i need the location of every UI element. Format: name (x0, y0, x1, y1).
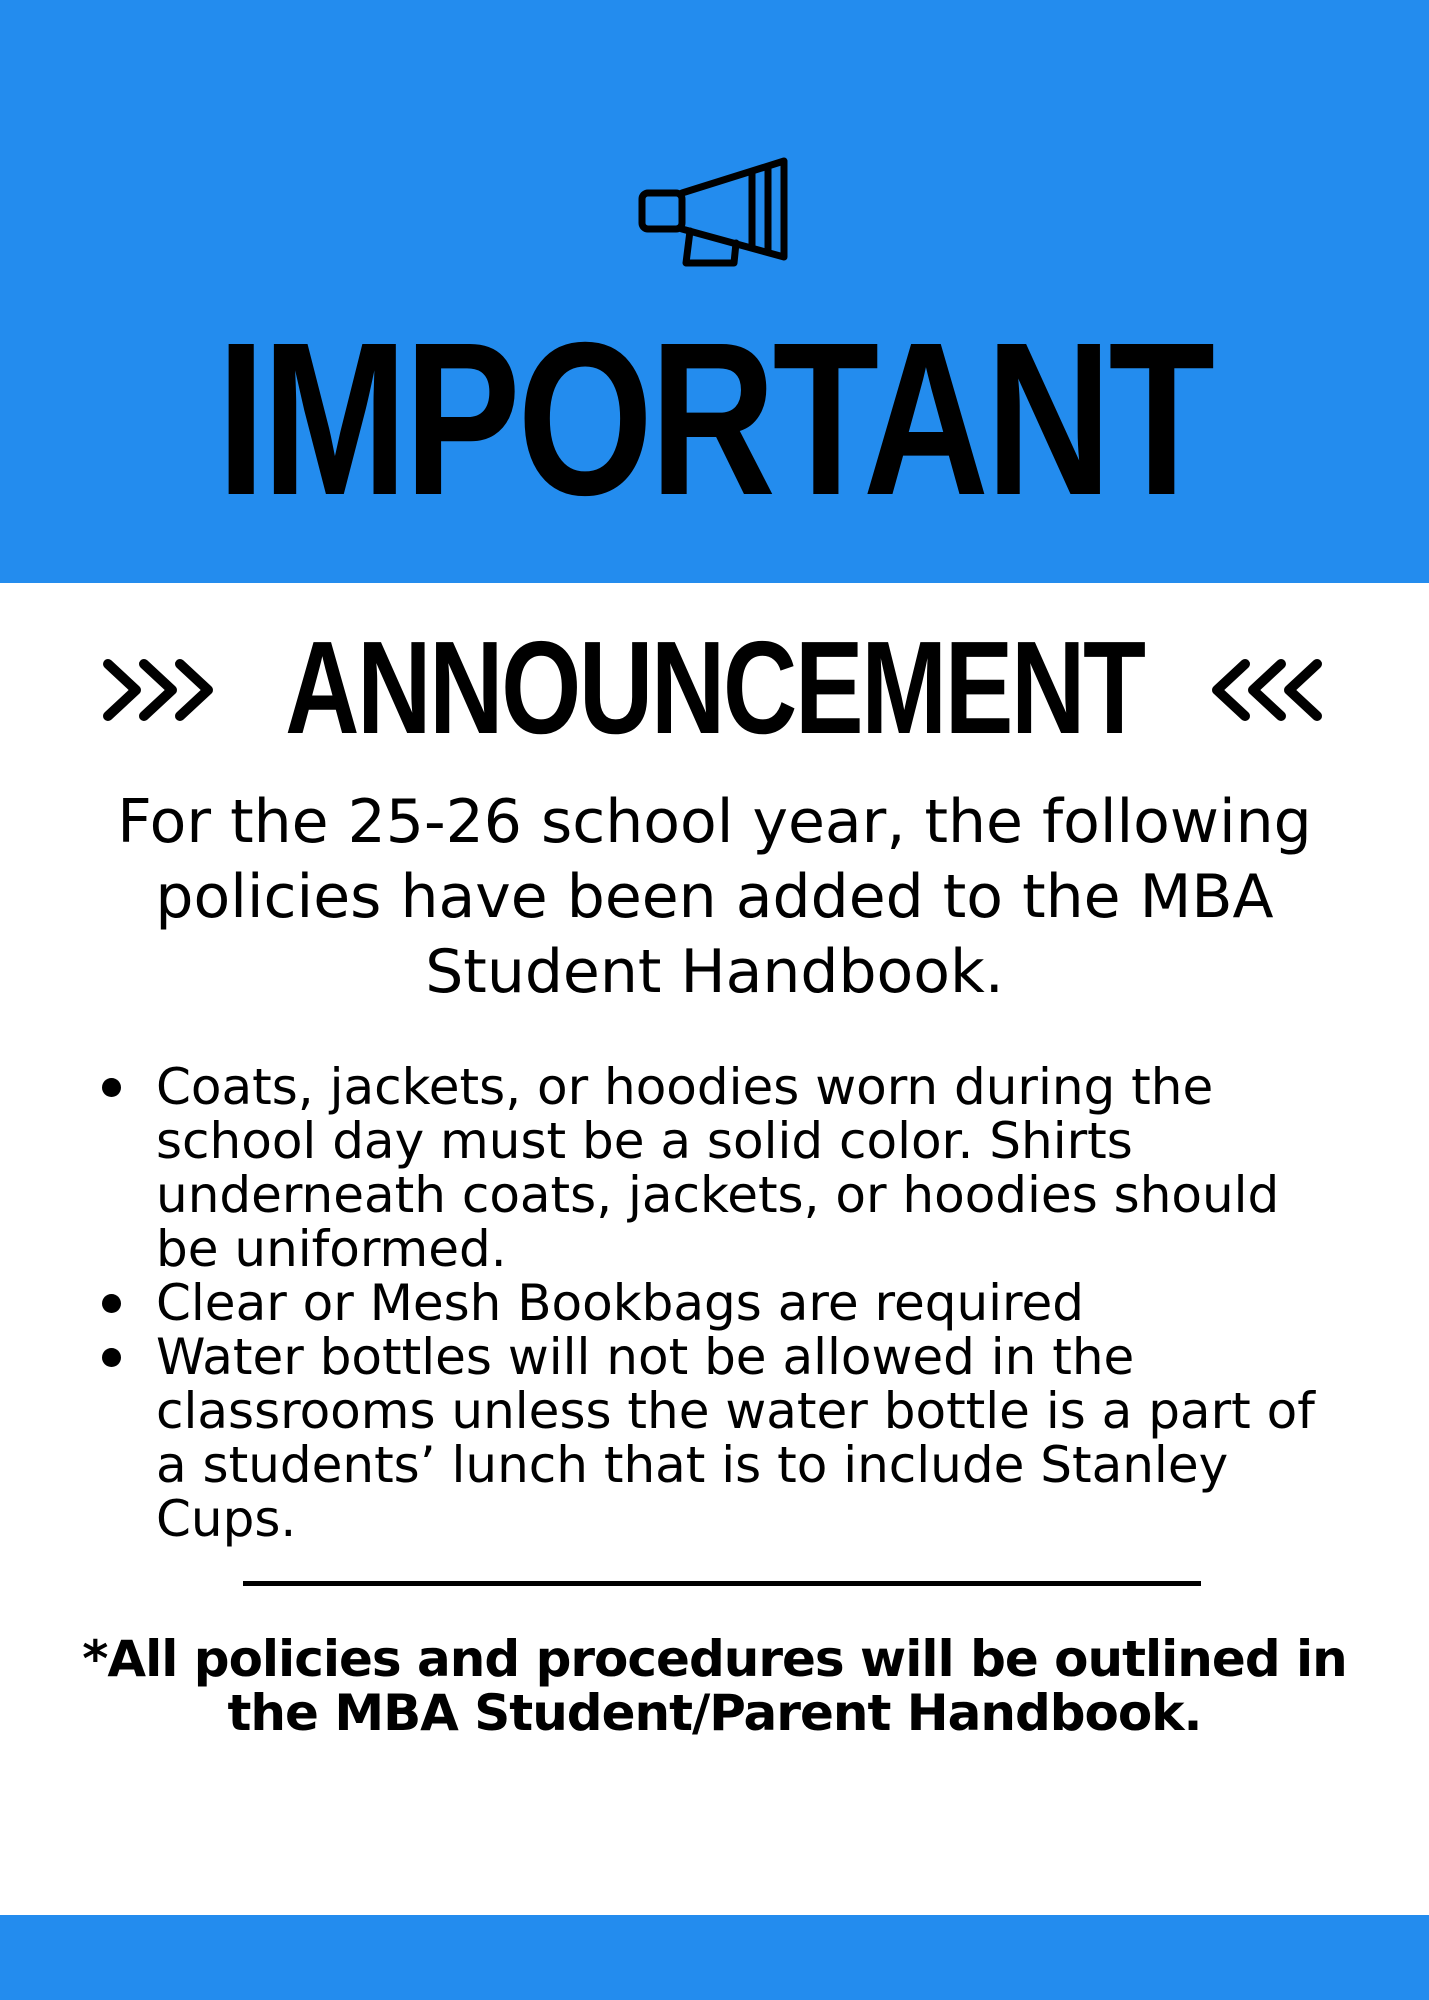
bullet-icon (102, 1078, 121, 1097)
policy-text: Clear or Mesh Bookbags are required (156, 1274, 1084, 1332)
bullet-icon (102, 1294, 121, 1313)
policy-text: Water bottles will not be allowed in the classrooms unless the water bottle is a part of a students’ lunch that is to include Stanley Cups. (156, 1328, 1315, 1548)
title-announcement: ANNOUNCEMENT (285, 614, 1144, 761)
policy-list (90, 1060, 1350, 1546)
list-item (90, 1060, 1350, 1276)
bullet-icon (102, 1348, 121, 1367)
list-item (90, 1276, 1350, 1330)
announcement-row (0, 614, 1429, 761)
footnote: *All policies and procedures will be outlined in the MBA Student/Parent Handbook. (82, 1630, 1347, 1742)
megaphone-icon (636, 155, 796, 270)
triple-chevron-left-icon (1205, 650, 1325, 730)
divider (243, 1581, 1201, 1586)
list-item (90, 1330, 1350, 1546)
intro-paragraph: For the 25-26 school year, the following policies have been added to the MBA Student Handbook. (117, 787, 1312, 1007)
policy-text: Coats, jackets, or hoodies worn during the school day must be a solid color. Shirts underneath coats, jackets, or hoodies should be uniformed. (156, 1058, 1280, 1278)
bottom-band (0, 1915, 1429, 2000)
title-important: IMPORTANT (216, 298, 1212, 541)
